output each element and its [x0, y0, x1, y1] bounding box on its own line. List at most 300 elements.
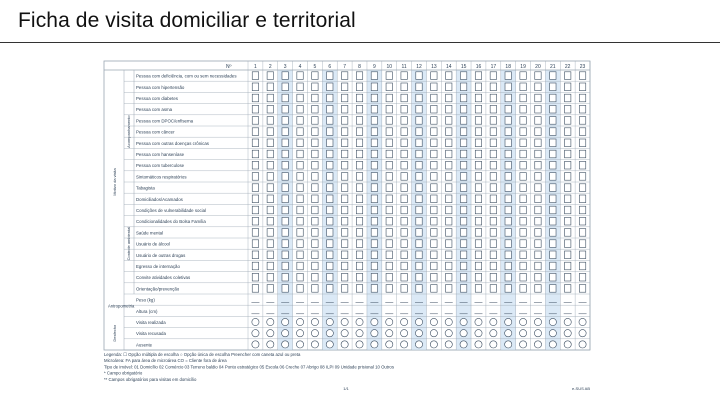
checkbox-mark [535, 72, 541, 80]
radio-mark [401, 341, 408, 348]
checkbox-mark [579, 285, 585, 293]
column-number: 4 [298, 64, 302, 70]
checkbox-mark [579, 173, 585, 181]
checkbox-mark [371, 173, 377, 181]
checkbox-mark [401, 94, 407, 102]
checkbox-mark [252, 173, 258, 181]
checkbox-mark [564, 229, 570, 237]
checkbox-mark [460, 229, 466, 237]
checkbox-mark [341, 184, 347, 192]
checkbox-mark [416, 273, 422, 281]
radio-mark [549, 318, 556, 325]
checkbox-mark [252, 94, 258, 102]
checkbox-mark [341, 173, 347, 181]
checkbox-mark [564, 105, 570, 113]
row-label: Condições de vulnerabilidade social [136, 208, 207, 214]
checkbox-mark [312, 285, 318, 293]
checkbox-mark [475, 229, 481, 237]
checkbox-mark [564, 195, 570, 203]
checkbox-mark [341, 83, 347, 91]
checkbox-mark [282, 184, 288, 192]
checkbox-mark [431, 173, 437, 181]
checkbox-mark [267, 195, 273, 203]
checkbox-mark [505, 251, 511, 259]
checkbox-mark [356, 83, 362, 91]
checkbox-mark [520, 285, 526, 293]
legend-line: Tipo de imóvel: 01 Domicílio 02 Comércio 03 Terreno baldio 04 Ponto estratégico 05 Escola 06 Creche 07 Abrigo 08 ILPI 09 Unidade prisional 10 Outros [104, 364, 394, 370]
checkbox-mark [312, 251, 318, 259]
checkbox-mark [252, 262, 258, 270]
checkbox-mark [371, 94, 377, 102]
checkbox-mark [297, 206, 303, 214]
checkbox-mark [431, 251, 437, 259]
checkbox-mark [431, 184, 437, 192]
checkbox-mark [475, 273, 481, 281]
checkbox-mark [490, 240, 496, 248]
checkbox-mark [371, 273, 377, 281]
checkbox-mark [520, 94, 526, 102]
checkbox-mark [535, 161, 541, 169]
checkbox-mark [416, 240, 422, 248]
checkbox-mark [371, 206, 377, 214]
checkbox-mark [371, 184, 377, 192]
checkbox-mark [475, 128, 481, 136]
row-label: Orientação/prevenção [136, 286, 180, 292]
checkbox-mark [386, 72, 392, 80]
checkbox-mark [564, 161, 570, 169]
checkbox-mark [416, 285, 422, 293]
row-label: Ausente [136, 342, 153, 348]
checkbox-mark [520, 229, 526, 237]
radio-mark [415, 318, 422, 325]
checkbox-mark [579, 240, 585, 248]
radio-mark [267, 341, 274, 348]
row-label: Saúde mental [136, 230, 164, 236]
checkbox-mark [386, 117, 392, 125]
radio-mark [341, 341, 348, 348]
legend-line: ** Campos obrigatórios para visitas em domicílio [104, 376, 197, 382]
checkbox-mark [475, 161, 481, 169]
checkbox-mark [416, 184, 422, 192]
checkbox-mark [579, 150, 585, 158]
checkbox-mark [327, 72, 333, 80]
checkbox-mark [446, 173, 452, 181]
checkbox-mark [267, 251, 273, 259]
checkbox-mark [252, 195, 258, 203]
checkbox-mark [431, 139, 437, 147]
column-number: 23 [579, 64, 586, 70]
checkbox-mark [297, 251, 303, 259]
checkbox-mark [416, 229, 422, 237]
checkbox-mark [341, 128, 347, 136]
checkbox-mark [371, 83, 377, 91]
checkbox-mark [252, 251, 258, 259]
checkbox-mark [579, 229, 585, 237]
checkbox-mark [416, 206, 422, 214]
checkbox-mark [460, 184, 466, 192]
checkbox-mark [475, 105, 481, 113]
checkbox-mark [371, 217, 377, 225]
column-number: 1 [254, 64, 257, 70]
checkbox-mark [252, 240, 258, 248]
radio-mark [549, 341, 556, 348]
row-label: Pessoa com asma [136, 107, 173, 113]
checkbox-mark [282, 139, 288, 147]
visit-form-grid [96, 55, 596, 405]
checkbox-mark [312, 273, 318, 281]
checkbox-mark [475, 184, 481, 192]
checkbox-mark [297, 83, 303, 91]
checkbox-mark [416, 173, 422, 181]
radio-mark [490, 341, 497, 348]
checkbox-mark [386, 206, 392, 214]
radio-mark [341, 330, 348, 337]
checkbox-mark [401, 240, 407, 248]
checkbox-mark [490, 139, 496, 147]
checkbox-mark [446, 195, 452, 203]
checkbox-mark [490, 273, 496, 281]
checkbox-mark [401, 139, 407, 147]
section-label-antropometria: Antropometria [108, 303, 135, 309]
checkbox-mark [579, 117, 585, 125]
radio-mark [505, 318, 512, 325]
checkbox-mark [297, 161, 303, 169]
slide-title: Ficha de visita domiciliar e territorial [18, 9, 356, 32]
checkbox-mark [341, 161, 347, 169]
checkbox-mark [386, 150, 392, 158]
checkbox-mark [490, 128, 496, 136]
checkbox-mark [267, 105, 273, 113]
footer-code: e-SUS AB [571, 386, 590, 391]
checkbox-mark [505, 184, 511, 192]
checkbox-mark [564, 217, 570, 225]
radio-mark [519, 318, 526, 325]
checkbox-mark [312, 150, 318, 158]
checkbox-mark [416, 262, 422, 270]
radio-mark [460, 341, 467, 348]
checkbox-mark [564, 184, 570, 192]
checkbox-mark [327, 150, 333, 158]
checkbox-mark [550, 206, 556, 214]
checkbox-mark [312, 105, 318, 113]
radio-mark [356, 330, 363, 337]
checkbox-mark [446, 161, 452, 169]
checkbox-mark [460, 150, 466, 158]
radio-mark [475, 330, 482, 337]
checkbox-mark [550, 139, 556, 147]
checkbox-mark [356, 262, 362, 270]
checkbox-mark [550, 273, 556, 281]
checkbox-mark [431, 240, 437, 248]
checkbox-mark [356, 72, 362, 80]
column-number: 17 [490, 64, 497, 70]
checkbox-mark [267, 240, 273, 248]
checkbox-mark [327, 251, 333, 259]
checkbox-mark [550, 184, 556, 192]
footer-page: 1/1 [343, 386, 349, 391]
checkbox-mark [386, 273, 392, 281]
checkbox-mark [282, 94, 288, 102]
legend-line: * Campo obrigatório [104, 370, 143, 376]
checkbox-mark [386, 173, 392, 181]
checkbox-mark [416, 161, 422, 169]
checkbox-mark [520, 217, 526, 225]
radio-mark [460, 330, 467, 337]
checkbox-mark [312, 173, 318, 181]
checkbox-mark [341, 217, 347, 225]
checkbox-mark [297, 195, 303, 203]
row-label: Peso (kg) [136, 297, 155, 303]
checkbox-mark [282, 217, 288, 225]
section-label-desfecho: Desfecho [112, 324, 117, 342]
row-label: Pessoa com hanseníase [136, 152, 185, 158]
checkbox-mark [460, 173, 466, 181]
checkbox-mark [297, 240, 303, 248]
radio-mark [415, 341, 422, 348]
checkbox-mark [490, 285, 496, 293]
checkbox-mark [267, 273, 273, 281]
checkbox-mark [267, 139, 273, 147]
checkbox-mark [312, 161, 318, 169]
checkbox-mark [579, 262, 585, 270]
checkbox-mark [579, 217, 585, 225]
checkbox-mark [564, 173, 570, 181]
radio-mark [356, 318, 363, 325]
checkbox-mark [252, 161, 258, 169]
checkbox-mark [564, 128, 570, 136]
checkbox-mark [520, 173, 526, 181]
checkbox-mark [475, 150, 481, 158]
checkbox-mark [371, 139, 377, 147]
checkbox-mark [446, 72, 452, 80]
checkbox-mark [535, 251, 541, 259]
column-number: 20 [535, 64, 541, 70]
checkbox-mark [341, 262, 347, 270]
checkbox-mark [446, 83, 452, 91]
checkbox-mark [475, 72, 481, 80]
row-label: Sintomáticos respiratórios [136, 174, 187, 180]
checkbox-mark [579, 161, 585, 169]
radio-mark [252, 318, 259, 325]
column-number: 3 [283, 64, 287, 70]
checkbox-mark [490, 206, 496, 214]
checkbox-mark [386, 128, 392, 136]
row-label: Convite atividades coletivas [136, 275, 191, 281]
radio-mark [430, 318, 437, 325]
checkbox-mark [282, 206, 288, 214]
checkbox-mark [282, 161, 288, 169]
checkbox-mark [267, 217, 273, 225]
checkbox-mark [475, 217, 481, 225]
column-number: 11 [401, 64, 407, 70]
checkbox-mark [535, 195, 541, 203]
checkbox-mark [505, 273, 511, 281]
column-number: 16 [475, 64, 482, 70]
row-label: Pessoa com diabetes [136, 96, 178, 102]
checkbox-mark [416, 94, 422, 102]
checkbox-mark [252, 184, 258, 192]
section-label-motivo: Motivo da visita [112, 168, 117, 196]
checkbox-mark [401, 150, 407, 158]
checkbox-mark [356, 251, 362, 259]
checkbox-mark [505, 285, 511, 293]
checkbox-mark [356, 161, 362, 169]
checkbox-mark [341, 206, 347, 214]
checkbox-mark [327, 117, 333, 125]
row-label: Tabagista [136, 185, 155, 191]
checkbox-mark [535, 150, 541, 158]
checkbox-mark [371, 128, 377, 136]
checkbox-mark [356, 173, 362, 181]
checkbox-mark [520, 150, 526, 158]
checkbox-mark [564, 72, 570, 80]
checkbox-mark [252, 83, 258, 91]
checkbox-mark [505, 72, 511, 80]
checkbox-mark [327, 173, 333, 181]
checkbox-mark [356, 139, 362, 147]
checkbox-mark [401, 72, 407, 80]
checkbox-mark [327, 94, 333, 102]
checkbox-mark [386, 94, 392, 102]
checkbox-mark [431, 128, 437, 136]
checkbox-mark [386, 195, 392, 203]
checkbox-mark [460, 273, 466, 281]
title-divider [0, 42, 720, 43]
checkbox-mark [505, 240, 511, 248]
checkbox-mark [252, 128, 258, 136]
checkbox-mark [431, 94, 437, 102]
checkbox-mark [505, 217, 511, 225]
checkbox-mark [460, 94, 466, 102]
checkbox-mark [431, 285, 437, 293]
checkbox-mark [282, 128, 288, 136]
radio-mark [371, 318, 378, 325]
row-label: Pessoa com DPOC/enfisema [136, 118, 194, 124]
checkbox-mark [564, 94, 570, 102]
checkbox-mark [431, 105, 437, 113]
checkbox-mark [401, 273, 407, 281]
column-number: 8 [358, 64, 361, 70]
checkbox-mark [297, 94, 303, 102]
checkbox-mark [297, 139, 303, 147]
checkbox-mark [535, 117, 541, 125]
checkbox-mark [490, 195, 496, 203]
radio-mark [282, 341, 289, 348]
checkbox-mark [371, 240, 377, 248]
checkbox-mark [535, 240, 541, 248]
header-number-label: Nº [226, 64, 232, 70]
checkbox-mark [535, 206, 541, 214]
checkbox-mark [312, 128, 318, 136]
checkbox-mark [312, 195, 318, 203]
checkbox-mark [401, 184, 407, 192]
checkbox-mark [341, 94, 347, 102]
checkbox-mark [446, 217, 452, 225]
checkbox-mark [505, 139, 511, 147]
checkbox-mark [505, 195, 511, 203]
checkbox-mark [535, 128, 541, 136]
checkbox-mark [416, 72, 422, 80]
checkbox-mark [431, 150, 437, 158]
checkbox-mark [371, 195, 377, 203]
checkbox-mark [579, 273, 585, 281]
checkbox-mark [550, 285, 556, 293]
radio-mark [579, 318, 586, 325]
checkbox-mark [431, 72, 437, 80]
radio-mark [371, 341, 378, 348]
column-number: 10 [386, 64, 393, 70]
checkbox-mark [401, 128, 407, 136]
checkbox-mark [579, 128, 585, 136]
column-number: 22 [564, 64, 571, 70]
checkbox-mark [297, 150, 303, 158]
checkbox-mark [535, 94, 541, 102]
checkbox-mark [416, 251, 422, 259]
checkbox-mark [401, 173, 407, 181]
radio-mark [282, 330, 289, 337]
checkbox-mark [505, 94, 511, 102]
checkbox-mark [475, 262, 481, 270]
checkbox-mark [446, 285, 452, 293]
checkbox-mark [446, 184, 452, 192]
checkbox-mark [579, 184, 585, 192]
checkbox-mark [535, 262, 541, 270]
checkbox-mark [446, 206, 452, 214]
checkbox-mark [282, 117, 288, 125]
radio-mark [341, 318, 348, 325]
checkbox-mark [327, 240, 333, 248]
checkbox-mark [327, 195, 333, 203]
checkbox-mark [446, 273, 452, 281]
checkbox-mark [267, 184, 273, 192]
checkbox-mark [460, 117, 466, 125]
checkbox-mark [550, 128, 556, 136]
checkbox-mark [401, 117, 407, 125]
checkbox-mark [446, 128, 452, 136]
checkbox-mark [446, 262, 452, 270]
column-number: 6 [328, 64, 332, 70]
checkbox-mark [252, 150, 258, 158]
checkbox-mark [327, 206, 333, 214]
checkbox-mark [341, 117, 347, 125]
checkbox-mark [431, 161, 437, 169]
radio-mark [267, 318, 274, 325]
checkbox-mark [520, 273, 526, 281]
checkbox-mark [564, 240, 570, 248]
checkbox-mark [297, 217, 303, 225]
checkbox-mark [446, 105, 452, 113]
column-number: 14 [445, 64, 452, 70]
column-number: 7 [343, 64, 347, 70]
checkbox-mark [475, 117, 481, 125]
checkbox-mark [564, 262, 570, 270]
checkbox-mark [460, 217, 466, 225]
checkbox-mark [312, 262, 318, 270]
radio-mark [267, 330, 274, 337]
checkbox-mark [490, 94, 496, 102]
row-label: Domiciliados/Acamados [136, 196, 183, 202]
radio-mark [252, 330, 259, 337]
checkbox-mark [327, 184, 333, 192]
checkbox-mark [550, 83, 556, 91]
checkbox-mark [312, 117, 318, 125]
checkbox-mark [564, 139, 570, 147]
checkbox-mark [460, 251, 466, 259]
radio-mark [356, 341, 363, 348]
checkbox-mark [431, 229, 437, 237]
checkbox-mark [520, 139, 526, 147]
checkbox-mark [535, 139, 541, 147]
